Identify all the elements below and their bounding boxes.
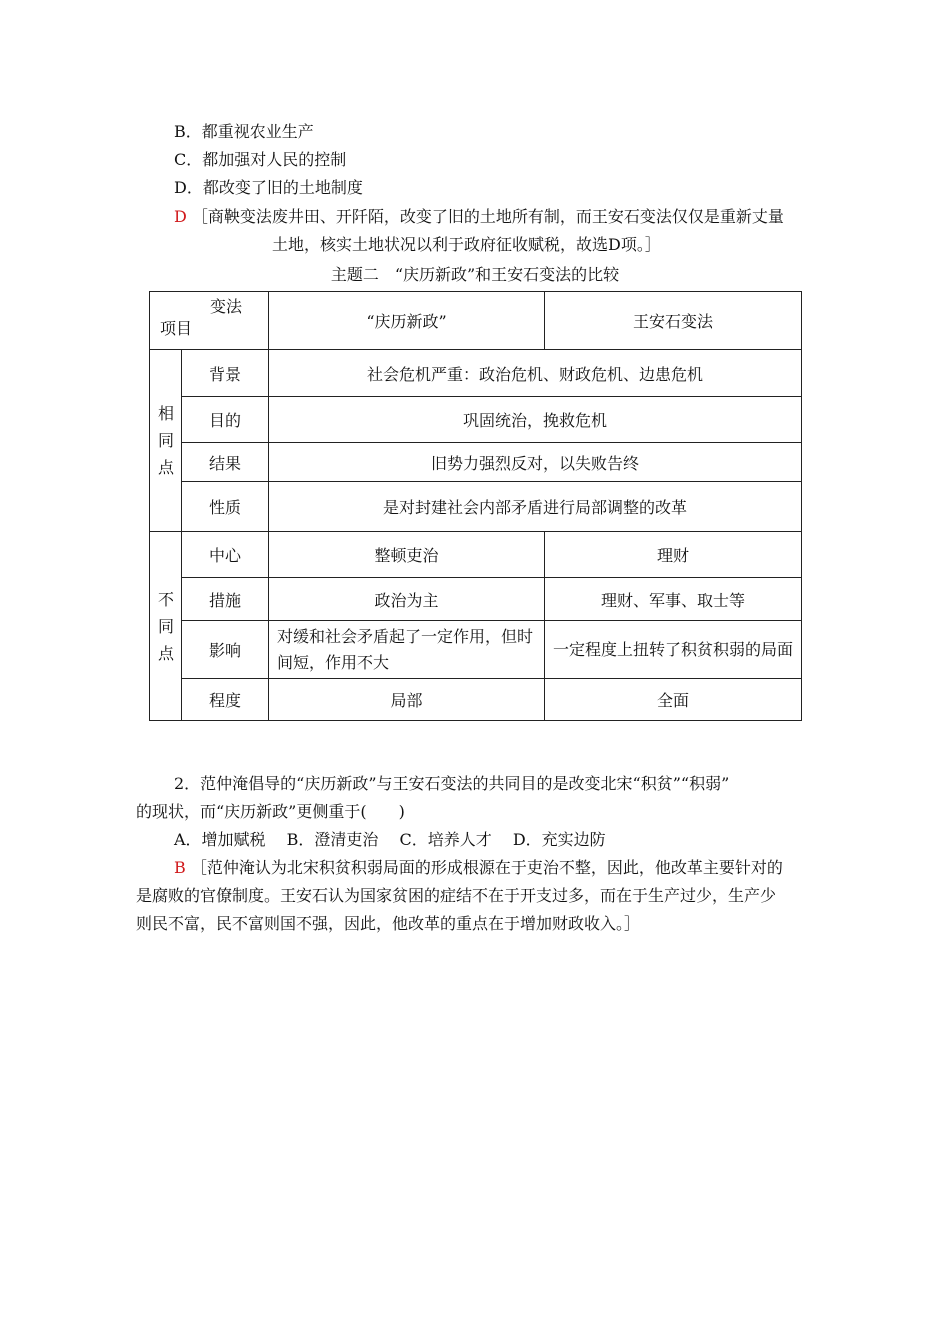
qingli-value: 政治为主 (269, 578, 545, 621)
row-label: 目的 (182, 397, 269, 443)
answer-letter: B (174, 858, 186, 877)
diff-group-label: 不 同 点 (150, 532, 182, 721)
explanation-line: ［范仲淹认为北宋积贫积弱局面的形成根源在于吏治不整，因此，他改革主要针对的 (190, 858, 783, 877)
qingli-value: 整顿吏治 (269, 532, 545, 578)
row-label: 结果 (182, 443, 269, 482)
explanation-continuation: 则民不富，民不富则国不强，因此，他改革的重点在于增加财政收入。］ (136, 914, 641, 933)
table-row (150, 397, 802, 443)
option-d: D．都改变了旧的土地制度 (174, 178, 363, 197)
comparison-table (149, 291, 802, 721)
qingli-value: 局部 (269, 679, 545, 721)
table-row (150, 443, 802, 482)
explanation-continuation: 土地，核实土地状况以利于政府征收赋税，故选D项。］ (272, 235, 661, 254)
answer-explanation (174, 858, 783, 878)
same-group-label: 相 同 点 (150, 350, 182, 532)
row-label: 影响 (182, 621, 269, 679)
table-row (150, 621, 802, 679)
option-c: C．都加强对人民的控制 (174, 150, 347, 169)
header-qingli: “庆历新政” (269, 292, 545, 350)
table-row (150, 532, 802, 578)
table-row (150, 679, 802, 721)
option-b: B．都重视农业生产 (174, 122, 314, 141)
row-label: 性质 (182, 482, 269, 532)
wang-value: 理财 (545, 532, 802, 578)
table-row (150, 482, 802, 532)
question-stem-continuation: 的现状，而“庆历新政”更侧重于( ) (136, 802, 405, 821)
header-item: 项目 (160, 319, 193, 338)
row-label: 背景 (182, 350, 269, 397)
row-label: 程度 (182, 679, 269, 721)
question-stem: 2．范仲淹倡导的“庆历新政”与王安石变法的共同目的是改变北宋“积贫”“积弱” (174, 774, 730, 793)
wang-value: 全面 (545, 679, 802, 721)
table-row (150, 350, 802, 397)
wang-value: 理财、军事、取士等 (545, 578, 802, 621)
topic-title: 主题二 “庆历新政”和王安石变法的比较 (330, 265, 620, 284)
row-label: 中心 (182, 532, 269, 578)
answer-letter: D (174, 207, 187, 226)
header-reform: 变法 (209, 297, 242, 316)
qingli-value: 对缓和社会矛盾起了一定作用，但时间短，作用不大 (269, 621, 545, 679)
explanation-line: ［商鞅变法废井田、开阡陌，改变了旧的土地所有制，而王安石变法仅仅是重新丈量 (191, 207, 784, 226)
row-value: 旧势力强烈反对，以失败告终 (269, 443, 802, 482)
row-value: 社会危机严重：政治危机、财政危机、边患危机 (269, 350, 802, 397)
question-options: A．增加赋税 B．澄清吏治 C．培养人才 D．充实边防 (174, 830, 606, 849)
table-header-row (150, 292, 802, 350)
row-label: 措施 (182, 578, 269, 621)
answer-explanation (174, 207, 784, 227)
row-value: 是对封建社会内部矛盾进行局部调整的改革 (269, 482, 802, 532)
row-value: 巩固统治，挽救危机 (269, 397, 802, 443)
explanation-continuation: 是腐败的官僚制度。王安石认为国家贫困的症结不在于开支过多，而在于生产过少，生产少 (136, 886, 777, 905)
wang-value: 一定程度上扭转了积贫积弱的局面 (545, 621, 802, 679)
table-row (150, 578, 802, 621)
header-wang: 王安石变法 (545, 292, 802, 350)
diagonal-header-cell (150, 292, 269, 350)
